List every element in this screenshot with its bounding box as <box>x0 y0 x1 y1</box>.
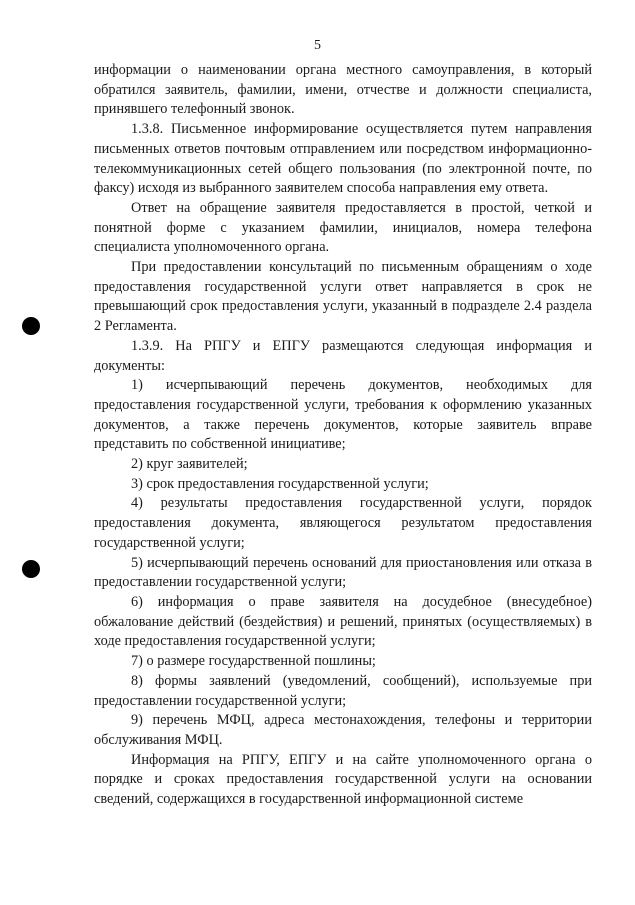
paragraph: Ответ на обращение заявителя предоставляется в простой, четкой и понятной форме с указанием фамилии, инициалов, номера телефона специалиста уполномоченного органа. <box>94 199 592 256</box>
page-number: 5 <box>314 38 321 53</box>
list-item: 3) срок предоставления государственной услуги; <box>131 475 429 492</box>
list-item: 8) формы заявлений (уведомлений, сообщений), используемые при предоставлении государственной услуги; <box>94 672 592 709</box>
binder-hole-mark <box>22 317 40 335</box>
paragraph: информации о наименовании органа местного самоуправления, в который обратился заявитель, фамилии, имени, отчестве и должности специалиста, принявшего телефонный звонок. <box>94 62 592 118</box>
binder-hole-mark <box>22 560 40 578</box>
paragraph: 1.3.8. Письменное информирование осуществляется путем направления письменных ответов почтовым отправлением или посредством информационно-телекоммуникационных сетей общего пользования (по электронной почте, по факсу) исходя из выбранного заявителем способа направления ему ответа. <box>94 121 592 197</box>
paragraph: Информация на РПГУ, ЕПГУ и на сайте уполномоченного органа о порядке и сроках предоставления государственной услуги на основании сведений, содержащихся в государственной информационной системе <box>94 751 592 808</box>
list-item: 6) информация о праве заявителя на досудебное (внесудебное) обжалование действий (бездействия) и решений, принятых (осуществляемых) в ходе предоставления государственной услуги; <box>94 593 592 650</box>
list-item: 2) круг заявителей; <box>131 456 248 473</box>
list-item: 5) исчерпывающий перечень оснований для приостановления или отказа в предоставлении государственной услуги; <box>94 554 592 591</box>
paragraph: При предоставлении консультаций по письменным обращениям о ходе предоставления государственной услуги ответ направляется в срок не превышающий срок предоставления услуги, указанный в подразделе 2.4 раздела 2 Регламента. <box>94 259 592 335</box>
list-item: 1) исчерпывающий перечень документов, необходимых для предоставления государственной услуги, требования к оформлению указанных документов, а также перечень документов, которые заявитель вправе представить по собственной инициативе; <box>94 377 592 453</box>
list-item: 7) о размере государственной пошлины; <box>131 653 376 670</box>
list-item: 9) перечень МФЦ, адреса местонахождения, телефоны и территории обслуживания МФЦ. <box>94 712 592 748</box>
paragraph: 1.3.9. На РПГУ и ЕПГУ размещаются следующая информация и документы: <box>94 337 592 374</box>
list-item: 4) результаты предоставления государственной услуги, порядок предоставления документа, являющегося результатом предоставления государственной услуги; <box>94 495 592 551</box>
document-text <box>94 61 592 810</box>
